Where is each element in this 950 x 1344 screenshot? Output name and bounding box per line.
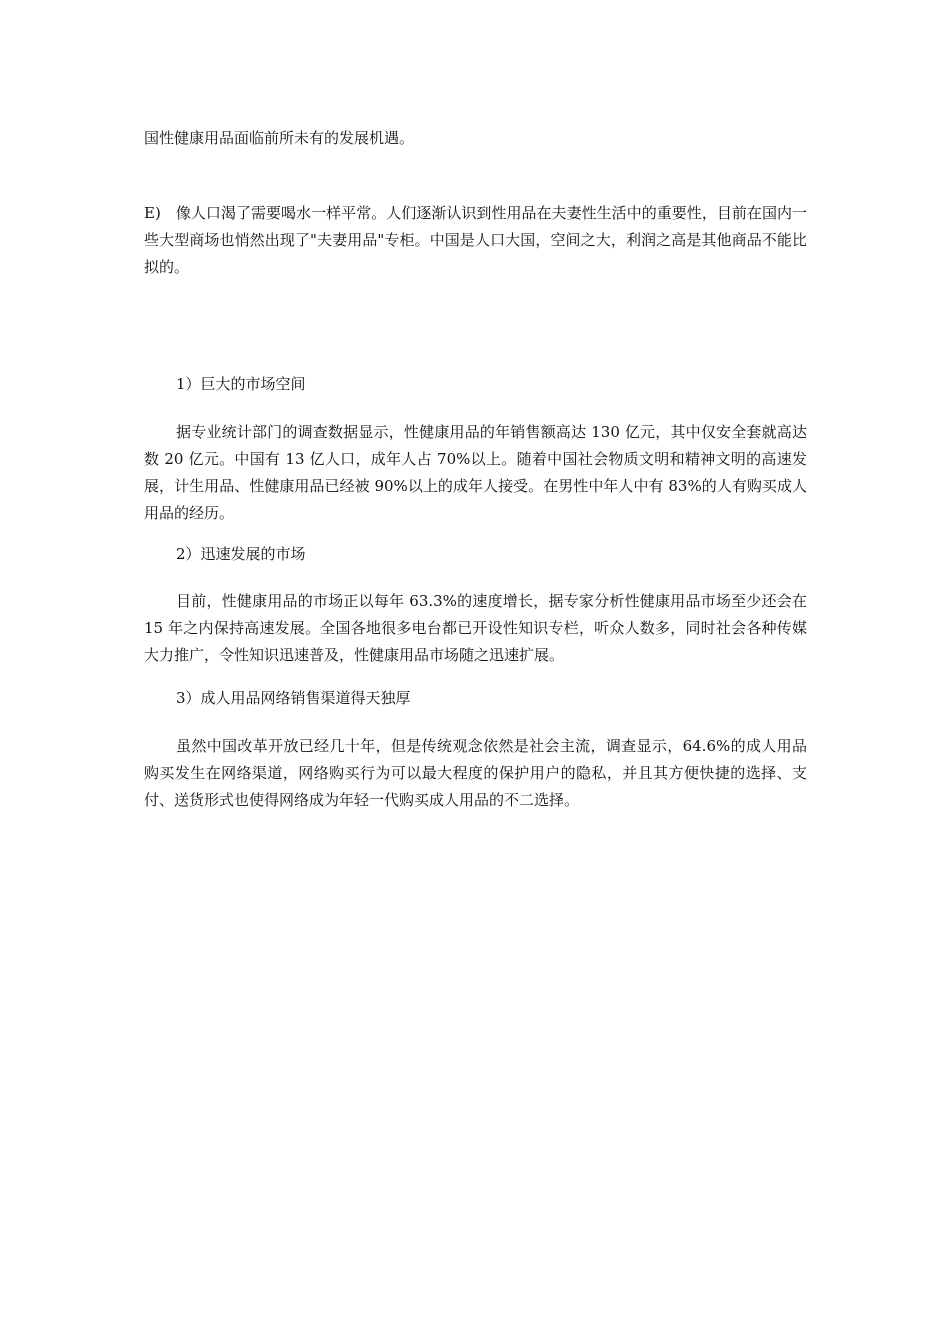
paragraph-growing-market: 目前，性健康用品的市场正以每年 63.3%的速度增长，据专家分析性健康用品市场至少还会在 15 年之内保持高速发展。全国各地很多电台都已开设性知识专栏，听众人数多，同时社会各种传媒大力推广，令性知识迅速普及，性健康用品市场随之迅速扩展。: [144, 592, 807, 664]
paragraph-market-space: 据专业统计部门的调查数据显示，性健康用品的年销售额高达 130 亿元，其中仅安全套就高达数 20 亿元。中国有 13 亿人口，成年人占 70%以上。随着中国社会物质文明和精神文明的高速发展，计生用品、性健康用品已经被 90%以上的成年人接受。在男性中年人中有 83%的人有购买成人用品的经历。: [144, 423, 807, 522]
heading-online-channel: 3）成人用品网络销售渠道得天独厚: [176, 689, 411, 707]
paragraph-online-channel: 虽然中国改革开放已经几十年，但是传统观念依然是社会主流，调查显示，64.6%的成人用品购买发生在网络渠道，网络购买行为可以最大程度的保护用户的隐私，并且其方便快捷的选择、支付、送货形式也使得网络成为年轻一代购买成人用品的不二选择。: [144, 737, 807, 809]
heading-growing-market: 2）迅速发展的市场: [176, 545, 306, 563]
heading-market-space: 1）巨大的市场空间: [176, 375, 306, 393]
paragraph-intro-end: 国性健康用品面临前所未有的发展机遇。: [144, 129, 415, 147]
paragraph-e: E) 像人口渴了需要喝水一样平常。人们逐渐认识到性用品在夫妻性生活中的重要性，目前在国内一些大型商场也悄然出现了"夫妻用品"专柜。中国是人口大国，空间之大，利润之高是其他商品不能比拟的。: [144, 204, 807, 276]
